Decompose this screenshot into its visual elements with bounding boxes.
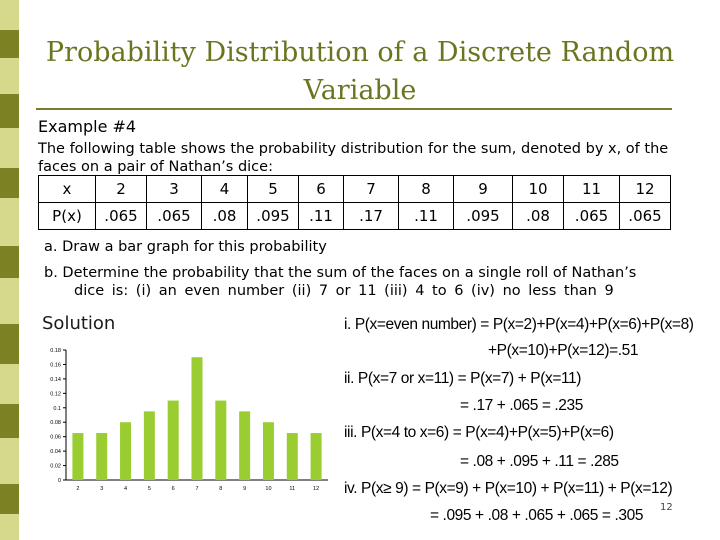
table-cell: .065 — [96, 203, 147, 230]
y-tick-label: 0.04 — [50, 449, 61, 456]
table-cell: 8 — [399, 176, 454, 203]
bar — [287, 433, 298, 480]
slide-sidebar-decoration — [0, 0, 19, 540]
distribution-table — [38, 175, 671, 230]
bar — [144, 411, 155, 480]
row-label-px: P(x) — [39, 203, 96, 230]
table-cell: 11 — [564, 176, 620, 203]
sidebar-band — [0, 278, 19, 324]
answer-iii-line2: = .08 + .095 + .11 = .285 — [460, 453, 619, 470]
table-cell: .095 — [248, 203, 299, 230]
bar — [168, 401, 179, 480]
y-tick-label: 0.14 — [50, 376, 61, 383]
sidebar-band — [0, 128, 19, 168]
row-label-x: x — [39, 176, 96, 203]
sidebar-band — [0, 246, 19, 278]
x-tick-label: 8 — [219, 486, 223, 492]
table-cell: .17 — [344, 203, 399, 230]
questions — [44, 238, 637, 299]
table-cell: .11 — [399, 203, 454, 230]
table-cell: 9 — [454, 176, 513, 203]
y-tick-label: 0.02 — [50, 463, 61, 470]
question-b-line1: b. Determine the probability that the sum of the faces on a single roll of Nathan’s — [44, 265, 637, 281]
sidebar-band — [0, 168, 19, 198]
page-number: 12 — [660, 502, 673, 513]
example-heading: Example #4 — [38, 117, 137, 136]
sidebar-band — [0, 30, 19, 58]
bar — [72, 433, 83, 480]
answer-ii-line1: ii. P(x=7 or x=11) = P(x=7) + P(x=11) — [344, 370, 582, 387]
sidebar-band — [0, 438, 19, 484]
x-tick-label: 12 — [313, 486, 320, 492]
sidebar-band — [0, 58, 19, 94]
table-row-px — [39, 203, 671, 230]
x-tick-label: 7 — [195, 486, 199, 492]
table-cell: 12 — [620, 176, 671, 203]
bar — [263, 422, 274, 480]
table-cell: .065 — [564, 203, 620, 230]
answer-i-line2: +P(x=10)+P(x=12)=.51 — [488, 342, 639, 359]
table-cell: .065 — [147, 203, 202, 230]
bar-chart — [32, 340, 332, 500]
answer-i-line1: i. P(x=even number) = P(x=2)+P(x=4)+P(x=6)+P(x=8) — [344, 316, 694, 333]
answer-iv-line2: = .095 + .08 + .065 + .065 = .305 — [430, 507, 644, 524]
table-cell: 6 — [299, 176, 344, 203]
x-tick-label: 6 — [171, 486, 175, 492]
table-cell: .08 — [513, 203, 564, 230]
bar — [96, 433, 107, 480]
slide-title: Probability Distribution of a Discrete Random Variable — [45, 37, 675, 106]
x-tick-label: 5 — [147, 486, 151, 492]
table-cell: 2 — [96, 176, 147, 203]
sidebar-band — [0, 514, 19, 540]
sidebar-band — [0, 0, 19, 30]
title-divider — [36, 108, 672, 110]
table-cell: 7 — [344, 176, 399, 203]
table-cell: 3 — [147, 176, 202, 203]
y-tick-label: 0.18 — [50, 348, 61, 354]
table-cell: .065 — [620, 203, 671, 230]
x-tick-label: 3 — [100, 486, 104, 492]
y-tick-label: 0.08 — [50, 420, 61, 427]
table-cell: .11 — [299, 203, 344, 230]
x-tick-label: 2 — [76, 486, 80, 492]
table-cell: 5 — [248, 176, 299, 203]
y-tick-label: 0.12 — [50, 391, 61, 398]
question-b — [44, 264, 636, 300]
table-cell: .08 — [202, 203, 248, 230]
sidebar-band — [0, 364, 19, 404]
x-tick-label: 9 — [243, 486, 247, 492]
sidebar-band — [0, 324, 19, 364]
x-tick-label: 11 — [289, 486, 296, 492]
sidebar-band — [0, 198, 19, 246]
y-tick-label: 0.1 — [53, 405, 61, 412]
x-tick-label: 10 — [265, 486, 272, 492]
bar — [311, 433, 322, 480]
solution-label: Solution — [42, 313, 116, 334]
y-tick-label: 0 — [57, 478, 61, 484]
sidebar-band — [0, 484, 19, 514]
intro-text: The following table shows the probability distribution for the sum, denoted by x, of the faces on a pair of Nathan’s dice: — [38, 141, 669, 175]
question-b-line2: dice is: (i) an even number (ii) 7 or 11 (iii) 4 to 6 (iv) no less than 9 — [74, 283, 614, 299]
y-tick-label: 0.16 — [50, 362, 61, 369]
bar — [120, 422, 131, 480]
x-tick-label: 4 — [124, 486, 128, 492]
question-a: a. Draw a bar graph for this probability — [44, 239, 327, 255]
answer-ii-line2: = .17 + .065 = .235 — [460, 397, 583, 414]
bar — [215, 401, 226, 480]
table-cell: 4 — [202, 176, 248, 203]
answer-iii-line1: iii. P(x=4 to x=6) = P(x=4)+P(x=5)+P(x=6) — [344, 424, 614, 441]
table-cell: .095 — [454, 203, 513, 230]
answer-iv-line1: iv. P(x≥ 9) = P(x=9) + P(x=10) + P(x=11) + P(x=12) — [344, 480, 673, 497]
sidebar-band — [0, 94, 19, 128]
y-tick-label: 0.06 — [50, 434, 61, 441]
bar — [192, 357, 203, 480]
table-row-x — [39, 176, 671, 203]
bar — [239, 411, 250, 480]
table-cell: 10 — [513, 176, 564, 203]
sidebar-band — [0, 404, 19, 438]
